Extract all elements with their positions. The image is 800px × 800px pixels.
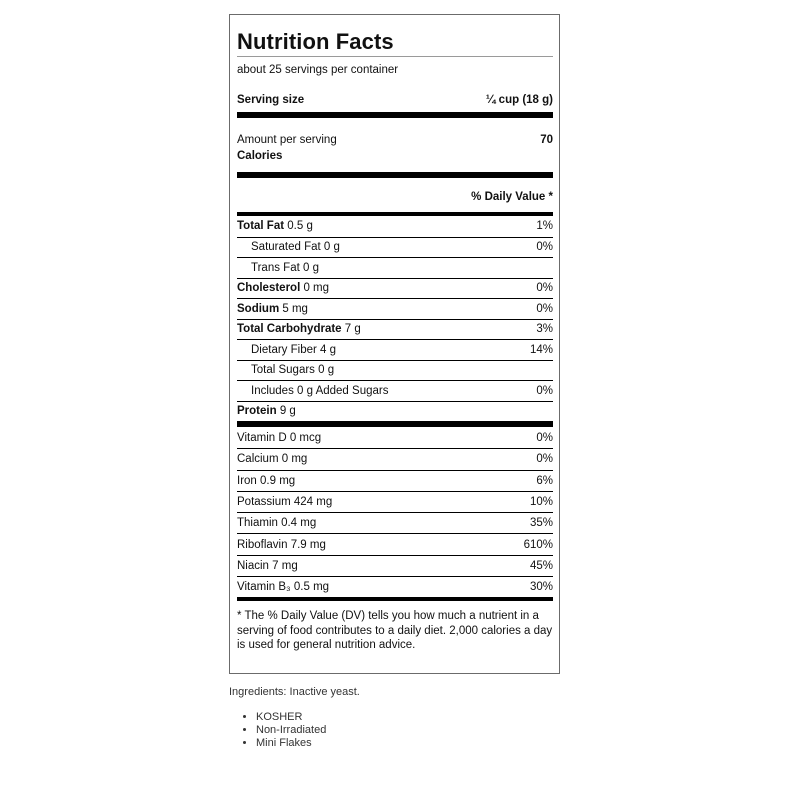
vitamin-name: Calcium 0 mg (237, 453, 308, 466)
vitamin-dv: 30% (529, 581, 553, 594)
nutrient-dv: 0% (536, 384, 553, 397)
nutrient-row (237, 401, 553, 422)
vitamin-row (237, 533, 553, 554)
nutrient-name: Dietary Fiber 4 g (251, 343, 337, 356)
nutrient-dv: 0% (536, 282, 553, 295)
nutrient-dv: 1% (536, 220, 553, 233)
daily-value-footnote: * The % Daily Value (DV) tells you how much a nutrient in a serving of food contributes to a daily diet. 2,000 calories a day is used for general nutrition advice. (237, 610, 553, 652)
feature-list (229, 711, 326, 750)
nutrient-amount: 0.5 g (287, 220, 313, 233)
vitamin-row (237, 427, 553, 448)
nutrient-name: Includes 0 g Added Sugars (251, 384, 389, 397)
vitamin-dv: 0% (536, 453, 553, 466)
vitamin-name: Niacin 7 mg (237, 559, 298, 572)
nutrient-row (237, 319, 553, 340)
nutrient-row (237, 360, 553, 381)
nutrient-row (237, 216, 553, 237)
vitamin-name: Thiamin 0.4 mg (237, 517, 317, 530)
vitamin-name: Vitamin B₃ 0.5 mg (237, 581, 330, 594)
nutrient-row (237, 298, 553, 319)
vitamin-dv: 0% (536, 431, 553, 444)
nutrient-name: Protein (237, 405, 277, 418)
feature-item: • KOSHER (256, 711, 326, 724)
nutrient-row (237, 257, 553, 278)
vitamin-dv: 6% (536, 474, 553, 487)
nutrient-dv: 0% (536, 302, 553, 315)
nutrient-name: Sodium (237, 302, 280, 315)
nutrient-name: Trans Fat 0 g (251, 261, 319, 274)
vitamin-list (237, 427, 553, 597)
divider (237, 56, 553, 57)
vitamin-dv: 35% (529, 517, 553, 530)
ingredients-text: Ingredients: Inactive yeast. (229, 686, 360, 698)
calories-value: 70 (540, 134, 553, 146)
vitamin-name: Iron 0.9 mg (237, 474, 296, 487)
nutrition-facts-label (229, 14, 560, 674)
nutrient-amount: 9 g (279, 405, 296, 418)
vitamin-row (237, 470, 553, 491)
vitamin-row (237, 491, 553, 512)
feature-item: • Mini Flakes (256, 737, 326, 750)
nutrient-dv: 0% (536, 241, 553, 254)
nutrient-row (237, 380, 553, 401)
calories-label: Calories (237, 150, 283, 162)
nutrient-name: Cholesterol (237, 282, 301, 295)
amount-per-serving: Amount per serving (237, 134, 337, 146)
serving-size-value: ¼ cup (18 g) (485, 94, 553, 106)
nutrient-list (237, 216, 553, 421)
serving-size-label: Serving size (237, 94, 305, 106)
nutrient-name: Total Sugars 0 g (251, 364, 335, 377)
feature-item: • Non-Irradiated (256, 724, 326, 737)
vitamin-dv: 45% (529, 559, 553, 572)
nutrient-dv: 14% (529, 343, 553, 356)
vitamin-row (237, 576, 553, 597)
vitamin-name: Potassium 424 mg (237, 496, 333, 509)
thick-divider (237, 112, 553, 118)
nutrient-amount: 0 mg (303, 282, 330, 295)
vitamin-row (237, 512, 553, 533)
calories-row (237, 132, 553, 172)
nutrient-name: Total Fat (237, 220, 285, 233)
nutrient-dv: 3% (536, 323, 553, 336)
nutrient-amount: 5 mg (282, 302, 308, 315)
servings-per-container: about 25 servings per container (237, 64, 399, 76)
vitamin-row (237, 448, 553, 469)
serving-size-row (237, 93, 553, 112)
vitamin-name: Vitamin D 0 mcg (237, 431, 322, 444)
nutrient-row (237, 237, 553, 258)
vitamin-dv: 610% (523, 538, 553, 551)
label-title: Nutrition Facts (237, 29, 394, 54)
daily-value-header: % Daily Value * (471, 191, 553, 203)
nutrient-name: Saturated Fat 0 g (251, 241, 340, 254)
thick-divider (237, 172, 553, 178)
vitamin-name: Riboflavin 7.9 mg (237, 538, 326, 551)
vitamin-row (237, 555, 553, 576)
vitamin-dv: 10% (529, 496, 553, 509)
nutrient-row (237, 278, 553, 299)
nutrient-amount: 7 g (344, 323, 361, 336)
medium-divider (237, 597, 553, 601)
nutrient-name: Total Carbohydrate (237, 323, 342, 336)
nutrient-row (237, 339, 553, 360)
